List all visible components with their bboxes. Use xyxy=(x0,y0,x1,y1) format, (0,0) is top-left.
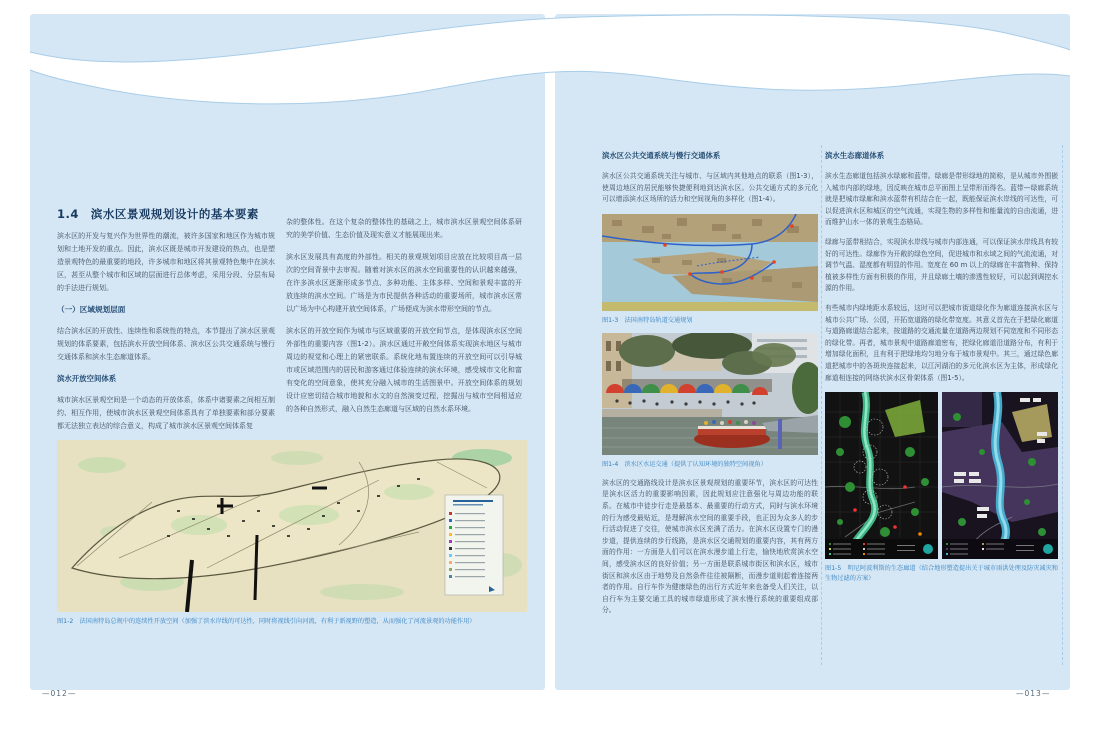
figure-1-4-river-boat-photo xyxy=(602,333,818,455)
figure-1-2-legend xyxy=(445,495,503,595)
page-number-left: —012— xyxy=(42,689,77,698)
figure-1-5-caption: 图1-5 明尼阿波利斯的生态廊道（结合地形塑造提出关于城市雨洪处理及防灾减灾和生物过滤的方案） xyxy=(825,565,1058,582)
figure-1-3-caption: 图1-3 法国南特岛轨道交通规划 xyxy=(602,316,693,324)
paragraph: 结合滨水区的开放性、连续性和系统性的特点，本节提出了滨水区景观规划的体系要素，包括滨水开放空间体系、滨水区公共交通系统与慢行交通体系和滨水生态廊道体系。 xyxy=(57,327,275,361)
heading-eco-corridor: 滨水生态廊道体系 xyxy=(825,151,885,160)
paragraph: 滨水区发展具有高度的外部性。相关的景观规划项目应放在比较项目高一层次的空间背景中去审视。随着对滨水区的滨水空间重要性的认识越来越强，在许多滨水区逐渐形成多节点、多种功能、主体多样、空间和景观丰富的开放连续的滨水空间。广场是为市民提供各种活动的重要场所，城市滨水区常以广场为中心构建开放空间体系，广场便成为滨水带形空间的节点。 xyxy=(286,253,522,313)
paragraph: 滨水区公共交通系统关注与城市、与区域内其他地点的联系（图1-3），使周边地区的居民能够快捷便利地到达滨水区。公共交通方式的多元化可以增添滨水区场所的活力和空间视角的多样化（图1-4）。 xyxy=(602,172,818,204)
figure-1-2-block xyxy=(57,440,527,627)
subsection-heading-region: （一）区域规划层面 xyxy=(57,305,126,314)
paragraph: 城市滨水区景观空间是一个动态的开放体系，体系中诸要素之间相互制约、相互作用，使城市滨水区景观空间体系具有了单独要素和部分要素都无法独立表达的综合意义，构成了城市滨水区景观空间体系复 xyxy=(57,396,275,430)
figure-1-3-rail-transit-map xyxy=(602,214,818,311)
figure-1-4-caption: 图1-4 滨水区水运交通（提供了认知环境的独特空间视角） xyxy=(602,461,767,469)
right-column-a xyxy=(602,146,818,625)
paragraph: 滨水区的开放空间作为城市与区域重要的开放空间节点，是体现滨水区空间外部性的重要内容（图1-2）。滨水区通过开敞空间体系实现滨水地区与城市周边的视觉和心理上的紧密联系。系统化地布置连续的开放空间可以引导城市或区域范围内的居民和游客通过体验连续的滨水环境，感受城市文化和富有变化的空间意象，使其充分融入城市的生活图景中。开放空间体系的规划设计应密切结合城市地貌和水文的自然演变过程，挖掘出与城市空间相适应的各种自然形式，融入自然生态廊道与区域的自然水系环境。 xyxy=(286,327,522,413)
page-edge-separator xyxy=(1062,145,1063,665)
paragraph: 滨水区的开发与复兴作为世界性的潮流，被许多国家和地区作为城市规划和土地开发的重点。因此，滨水区既是城市开发建设的热点，也是塑造景观特色的最重要的地段，许多城市和地区将其景观特色集中在滨水区，甚至从整个城市和区域的层面进行总体考虑，采用分段、分层布局的手法进行规划。 xyxy=(57,232,275,292)
fig5-right-map xyxy=(942,392,1058,559)
fig5-left-map xyxy=(825,392,938,559)
figure-1-2-nantes-master-plan-map xyxy=(57,440,527,612)
subsection-heading-open-space: 滨水开放空间体系 xyxy=(57,374,117,383)
left-column-2 xyxy=(286,216,522,425)
heading-transit-system: 滨水区公共交通系统与慢行交通体系 xyxy=(602,151,721,160)
paragraph: 杂的整体性。在这个复杂的整体性的基础之上，城市滨水区景观空间体系研究的美学价值、生态价值及现实意义才能展现出来。 xyxy=(286,218,522,239)
section-title: 1.4 滨水区景观规划设计的基本要素 xyxy=(57,207,259,221)
column-separator xyxy=(821,145,822,665)
paragraph: 绿廊与蓝带相结合，实现滨水岸线与城市内部连通，可以保证滨水岸线具有较好的可达性。绿廊作为开敞的绿色空间，促进城市和水域之间的气流流通，对调节气温、湿度都有明显的作用。宽度在 60 m 以上的绿廊在丰富物种、保持植被多样性方面有积极的作用，并且绿廊土壤的渗透性较好，可以起到调控水源的作用。 xyxy=(825,237,1058,293)
figure-1-5-minneapolis-eco-corridor-maps xyxy=(825,392,1058,559)
paragraph: 有些城市内绿地距水系较远，这时可以把城市街道绿化作为廊道连接滨水区与城市公共广场、公园，开拓宽道路的绿化带宽度。其意义首先在于把绿化廊道与道路廊道结合起来，按道路的交通流量在道路两边规划不同宽度和不同形态的绿化带。再者，城市景观中道路廊道密布，把绿化廊道沿道路分布，有利于增加绿化面积，且有利于把绿地均匀地分布于城市景观中。其三，通过绿色廊道把城市中的各斑块连接起来，以江河湖泊的多元化滨水区为主体，形成绿化廊道相连接的网络状滨水区骨架体系（图1-5）。 xyxy=(825,303,1058,382)
paragraph: 滨水生态廊道包括滨水绿廊和蓝带。绿廊是带形绿地的简称，是从城市外围嵌入城市内部的绿地，因反映在城市总平面图上呈带形而得名。蓝带—绿廊系统就是把城市绿廊和滨水蓝带有机结合在一起，既能保证滨水岸线的可达性，可以促进滨水区和城区的空气流通，实现生物的多样性和能量流的自由流通，进而维护山水一体的景观生态格局。 xyxy=(825,172,1058,227)
left-column-1 xyxy=(57,230,275,442)
paragraph: 滨水区的交通路线设计是滨水区景观规划的重要环节，滨水区的可达性是滨水区活力的重要影响因素，因此规划应注意强化与周边功能的联系。在城市中徒步行走是最基本、最重要的行动方式，同时与滨水环境的行为感受最贴近，是理解滨水空间的重要手段，也正因为众多人的步行活动促进了交往，使城市滨水区充满了活力。在滨水区设置专门的漫步道，提供连续的步行线路，是滨水区交通规划的重要内容，其有两方面的作用：一方面是人们可以在滨水漫步道上行走，愉快地欣赏滨水空间，感受滨水区的良好价值；另一方面是联系城市街区和滨水区，城市街区和滨水区由于地势及自然条件往往被隔断，而漫步道则起着连接两者的作用。自行车作为健康绿色的出行方式近年来也备受人们关注，以自行车为主要交通工具的城市绿道形成了滨水慢行系统的重要组成部分。 xyxy=(602,478,818,615)
page-number-right: —013— xyxy=(1016,689,1051,698)
figure-1-2-caption: 图1-2 法国南特岛总规中的连续性开放空间（加强了滨水岸线的可达性，同时将视线引向河流，有利于新视野的塑造，从而强化了河流景观的功能作用） xyxy=(57,618,476,625)
right-column-b xyxy=(825,146,1058,591)
